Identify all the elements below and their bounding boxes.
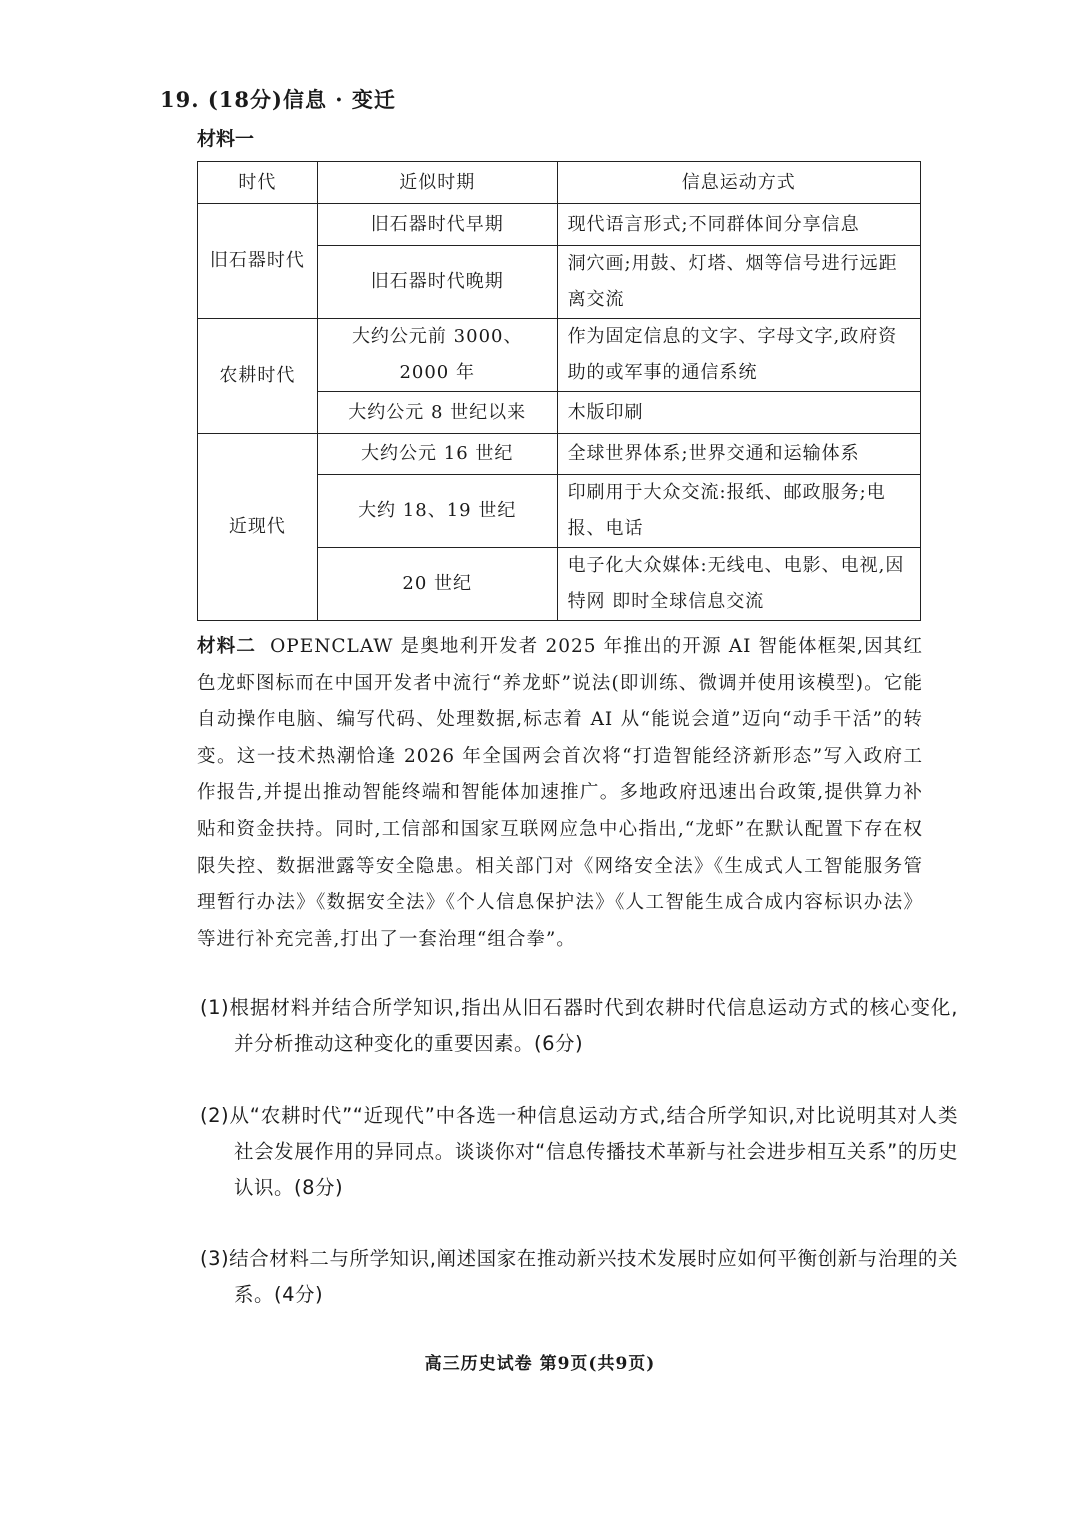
sub-question-1: (1)根据材料并结合所学知识,指出从旧石器时代到农耕时代信息运动方式的核心变化,并分析推动这种变化的重要因素。(6分): [200, 996, 958, 1055]
material2-label: 材料二: [197, 636, 257, 657]
question-title: 19. (18分)信息 · 变迁: [160, 87, 396, 112]
table-row: [198, 319, 921, 392]
method-cell: 洞穴画;用鼓、灯塔、烟等信号进行远距离交流: [557, 246, 920, 319]
sub-question-2: (2)从“农耕时代”“近现代”中各选一种信息运动方式,结合所学知识,对比说明其对人类社会发展作用的异同点。谈谈你对“信息传播技术革新与社会进步相互关系”的历史认识。(8分): [200, 1104, 958, 1199]
era-cell: 近现代: [198, 434, 318, 621]
material2-text: OPENCLAW 是奥地利开发者 2025 年推出的开源 AI 智能体框架,因其红色龙虾图标而在中国开发者中流行“养龙虾”说法(即训练、微调并使用该模型)。它能自动操作电脑、编写代码、处理数据,标志着 AI 从“能说会道”迈向“动手干活”的转变。这一技术热潮恰逢 2026 年全国两会首次将“打造智能经济新形态”写入政府工作报告,并提出推动智能终端和智能体加速推广。多地政府迅速出台政策,提供算力补贴和资金扶持。同时,工信部和国家互联网应急中心指出,“龙虾”在默认配置下存在权限失控、数据泄露等安全隐患。相关部门对《网络安全法》《生成式人工智能服务管理暂行办法》《数据安全法》《个人信息保护法》《人工智能生成合成内容标识办法》等进行补充完善,打出了一套治理“组合拳”。: [197, 636, 923, 950]
method-cell: 印刷用于大众交流:报纸、邮政服务;电报、电话: [557, 475, 920, 548]
method-cell: 现代语言形式;不同群体间分享信息: [557, 204, 920, 246]
period-cell: 大约 18、19 世纪: [317, 475, 557, 548]
era-cell: 旧石器时代: [198, 204, 318, 319]
material1-label: 材料一: [197, 128, 255, 150]
table-header-row: [198, 162, 921, 204]
info-table: [197, 161, 921, 621]
period-cell: 大约公元 16 世纪: [317, 434, 557, 475]
page-footer: 高三历史试卷 第9页(共9页): [424, 1354, 656, 1374]
period-cell: 大约公元 8 世纪以来: [317, 392, 557, 434]
material2-paragraph: [197, 629, 923, 958]
method-cell: 电子化大众媒体:无线电、电影、电视,因特网 即时全球信息交流: [557, 548, 920, 621]
era-cell: 农耕时代: [198, 319, 318, 434]
method-cell: 作为固定信息的文字、字母文字,政府资助的或军事的通信系统: [557, 319, 920, 392]
table-row: [198, 434, 921, 475]
period-cell: 大约公元前 3000、2000 年: [317, 319, 557, 392]
header-method: 信息运动方式: [557, 162, 920, 204]
header-period: 近似时期: [317, 162, 557, 204]
period-cell: 20 世纪: [317, 548, 557, 621]
method-cell: 全球世界体系;世界交通和运输体系: [557, 434, 920, 475]
sub-question-3: (3)结合材料二与所学知识,阐述国家在推动新兴技术发展时应如何平衡创新与治理的关系。(4分): [200, 1247, 958, 1306]
period-cell: 旧石器时代晚期: [317, 246, 557, 319]
header-era: 时代: [198, 162, 318, 204]
table-row: [198, 204, 921, 246]
period-cell: 旧石器时代早期: [317, 204, 557, 246]
method-cell: 木版印刷: [557, 392, 920, 434]
